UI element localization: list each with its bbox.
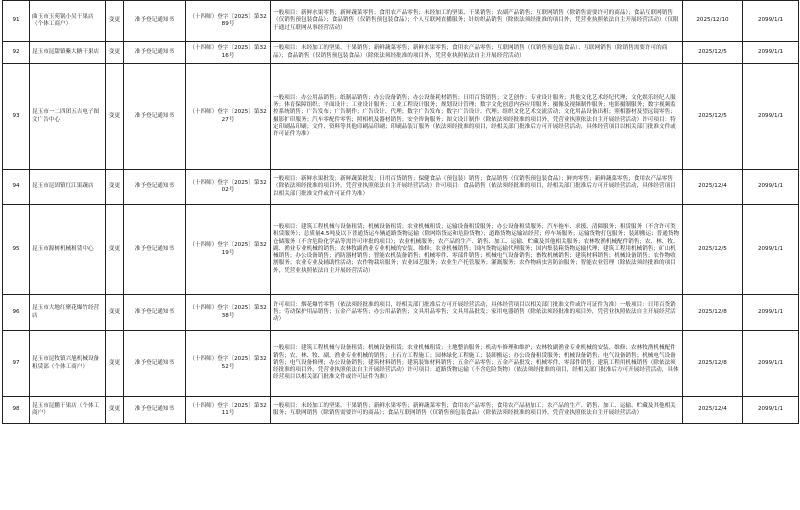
company-name: 昆玉市源树机械租赁中心	[30, 205, 106, 295]
company-name: 曲玉市玉苑锅小吴干果店（个体工商户）	[30, 1, 106, 42]
approval-date: 2025/12/5	[683, 205, 743, 295]
company-name: 昆玉市大地红聚花爆竹经营店	[30, 295, 106, 331]
business-scope: 一般项目：未经加工的坚果、干果销售；新鲜水果零售；新鲜蔬菜零售；食用农产品零售；食用农产品初加工；农产品的生产、销售、加工、运输、贮藏及其他相关服务；互联网销售（除销售需要许可的商品）；食品互联网销售（仅销售预包装食品）（除依法须经批准的项目外，凭营业执照依法自主开展经营活动）	[271, 397, 683, 424]
change-type: 变更	[106, 397, 124, 424]
company-name: 昆玉市昆牧镇兴旭机械设备租赁部（个体工商户）	[30, 331, 106, 397]
document-number: （十四师）登字〔2025〕第3202号	[186, 170, 271, 205]
company-name: 昆玉市昆甜镇紫大糖干果店	[30, 42, 106, 64]
document-number: （十四师）登字〔2025〕第3211号	[186, 397, 271, 424]
change-type: 变更	[106, 1, 124, 42]
approval-date: 2025/12/8	[683, 295, 743, 331]
row-number: 97	[3, 331, 30, 397]
valid-until-date: 2099/1/1	[743, 170, 799, 205]
table-row	[3, 331, 799, 397]
row-number: 91	[3, 1, 30, 42]
table-row	[3, 64, 799, 170]
valid-until-date: 2099/1/1	[743, 331, 799, 397]
row-number: 93	[3, 64, 30, 170]
change-type: 变更	[106, 295, 124, 331]
company-name: 昆玉市昆鹏干果店（个体工商户）	[30, 397, 106, 424]
company-name: 昆玉市昆固镇红江果蔬店	[30, 170, 106, 205]
approval-date: 2025/12/4	[683, 397, 743, 424]
business-scope: 一般项目：办公用品销售；纸制品销售；办公设备销售；办公设备耗材销售；日用百货销售；文艺创作；专业设计服务；其他文化艺术经纪代理；文化娱乐经纪人服务；体育保障组织；平面设计；工业设计服务；工业工程设计服务；规划设计管理；数字文化创意内容应用服务；摄像及视频制作服务；电影摄制服务；数字视频监控系统销售；广告发布；广告制作；广告设计、代理；数字广告发布；数字广告设计、代理；组织文化艺术交流活动；文化用品设备出租；照相器材及望远镜零售；摄影扩印服务；汽车零配件零售；照相机及器材销售；安全咨询服务；图文设计制作（除依法须经批准的项目外，凭营业执照依法自主开展经营活动）许可项目：特定印刷品印刷；文件、资料等其他印刷品印刷；印刷品装订服务（依法须经批准的项目，经相关部门批准后方可开展经营活动，具体经营项目以相关部门批准文件或许可证件为准）	[271, 64, 683, 170]
decision: 准予登记通知书	[124, 331, 186, 397]
row-number: 98	[3, 397, 30, 424]
change-type: 变更	[106, 331, 124, 397]
change-type: 变更	[106, 205, 124, 295]
row-number: 96	[3, 295, 30, 331]
valid-until-date: 2099/1/1	[743, 1, 799, 42]
document-number: （十四师）登字〔2025〕第3238号	[186, 295, 271, 331]
approval-date: 2025/12/8	[683, 331, 743, 397]
table-row	[3, 205, 799, 295]
change-type: 变更	[106, 42, 124, 64]
document-number: （十四师）登字〔2025〕第3219号	[186, 205, 271, 295]
business-scope: 一般项目：未经加工的坚果、干果销售；新鲜蔬菜零售；新鲜水果零售；食用农产品零售；互联网销售（仅销售预包装食品）；互联网销售（除销售需要许可的商品）；食品销售（仅销售预包装食品）（除依法须经批准的项目外，凭营业执照依法自主开展经营活动）	[271, 42, 683, 64]
table-row	[3, 295, 799, 331]
approval-date: 2025/12/10	[683, 1, 743, 42]
business-scope: 一般项目：建筑工程机械与设备租赁；机械设备租赁；农业机械租赁；运输设备租赁服务；办公设备租赁服务；汽车拖车、求援、清障服务；租赁服务（不含许可类租赁服务）；总质量4.5吨及以下普通货运车辆道路货物运输（除网络货运和危险货物）；道路货物运输站经营；停车场服务；运输货物打包服务；装卸搬运；普通货物仓储服务（不含危险化学品等需许可审批的项目）；农业机械服务；农产品的生产、销售、加工、运输、贮藏及其他相关服务；农林牧渔机械配件销售；农、林、牧、副、渔业专业机械的销售；农林牧副渔业专业机械的安装、维修；农业机械销售；国内货物运输代理服务；国内集装箱货物运输代理；建筑工程用机械销售；矿山机械销售；办公设备销售；消防器材销售；智能农机装备销售；机械零件、零部件销售；机械电气设备销售；畜牧机械销售；建筑材料销售；机械设备销售；农作物收割服务；农业专业及辅助性活动；农作物栽培服务；农业园艺服务；农业生产托管服务；灌溉服务；农作物病虫害防治服务；智能农业管理（除依法须经批准的项目外，凭营业执照依法自主开展经营活动）	[271, 205, 683, 295]
row-number: 94	[3, 170, 30, 205]
decision: 准予登记通知书	[124, 42, 186, 64]
company-name: 昆玉市一二四团五吉电子图文广告中心	[30, 64, 106, 170]
table-row	[3, 397, 799, 424]
table-row	[3, 42, 799, 64]
approval-date: 2025/12/5	[683, 42, 743, 64]
business-scope: 一般项目：新鲜水果批发；新鲜蔬菜批发；日用百货销售；保健食品（预包装）销售；食品销售（仅销售预包装食品）；鲜肉零售；新鲜蔬菜零售；食用农产品零售（除依法须经批准的项目外，凭营业执照依法自主开展经营活动）许可项目：食品销售（依法须经批准的项目，经相关部门批准后方可开展经营活动，具体经营项目以相关部门批准文件或许可证件为准）	[271, 170, 683, 205]
document-number: （十四师）登字〔2025〕第3227号	[186, 64, 271, 170]
decision: 准予登记通知书	[124, 1, 186, 42]
decision: 准予登记通知书	[124, 397, 186, 424]
valid-until-date: 2099/1/1	[743, 295, 799, 331]
valid-until-date: 2099/1/1	[743, 64, 799, 170]
document-number: （十四师）登字〔2025〕第3289号	[186, 1, 271, 42]
decision: 准予登记通知书	[124, 64, 186, 170]
business-scope: 许可项目：烟花爆竹零售（依法须经批准的项目，经相关部门批准后方可开展经营活动，具体经营项目以相关部门批准文件或许可证件为准）一般项目：日用百货销售；劳动保护用品销售；五金产品零售；办公用品销售；文具用品零售；文具用品批发；家用电器销售（除依法须经批准的项目外，凭营业执照依法自主开展经营活动）	[271, 295, 683, 331]
valid-until-date: 2099/1/1	[743, 42, 799, 64]
table-row	[3, 170, 799, 205]
decision: 准予登记通知书	[124, 295, 186, 331]
change-type: 变更	[106, 64, 124, 170]
approval-date: 2025/12/5	[683, 64, 743, 170]
valid-until-date: 2099/1/1	[743, 205, 799, 295]
decision: 准予登记通知书	[124, 205, 186, 295]
row-number: 95	[3, 205, 30, 295]
business-scope: 一般项目：新鲜水果零售；新鲜蔬菜零售；食用农产品零售；未经加工的坚果、干果销售；农副产品销售；互联网销售（除销售需要许可的商品）；食品互联网销售（仅销售预包装食品）；食品销售（仅销售预包装食品）；个人互联网直播服务；针纺织品销售（除依法须经批准的项目外，凭营业执照依法自主开展经营活动）（仅限于通过互联网从事经营活动）	[271, 1, 683, 42]
document-number: （十四师）登字〔2025〕第3252号	[186, 331, 271, 397]
row-number: 92	[3, 42, 30, 64]
document-number: （十四师）登字〔2025〕第3216号	[186, 42, 271, 64]
valid-until-date: 2099/1/1	[743, 397, 799, 424]
change-type: 变更	[106, 170, 124, 205]
table-row	[3, 1, 799, 42]
decision: 准予登记通知书	[124, 170, 186, 205]
approval-date: 2025/12/4	[683, 170, 743, 205]
registration-table	[2, 0, 799, 424]
business-scope: 一般项目：建筑工程机械与设备租赁；机械设备租赁；农业机械租赁；土地整治服务；机动车修理和维护；农林牧副渔业专业机械的安装、维修；农林牧渔机械配件销售；农、林、牧、副、渔业专业机械的销售；土石方工程施工；园林绿化工程施工；装卸搬运；办公设备租赁服务；机械设备销售；电气设备销售；机械电气设备销售；电气设备修理；办公设备销售；建筑材料销售；建筑装饰材料销售；五金产品零售；五金产品批发；机械零件、零部件销售；建筑工程用机械销售（除依法须经批准的项目外，凭营业执照依法自主开展经营活动）许可项目：道路货物运输（不含危险货物）（依法须经批准的项目，经相关部门批准后方可开展经营活动，具体经营项目以相关部门批准文件或许可证件为准）	[271, 331, 683, 397]
